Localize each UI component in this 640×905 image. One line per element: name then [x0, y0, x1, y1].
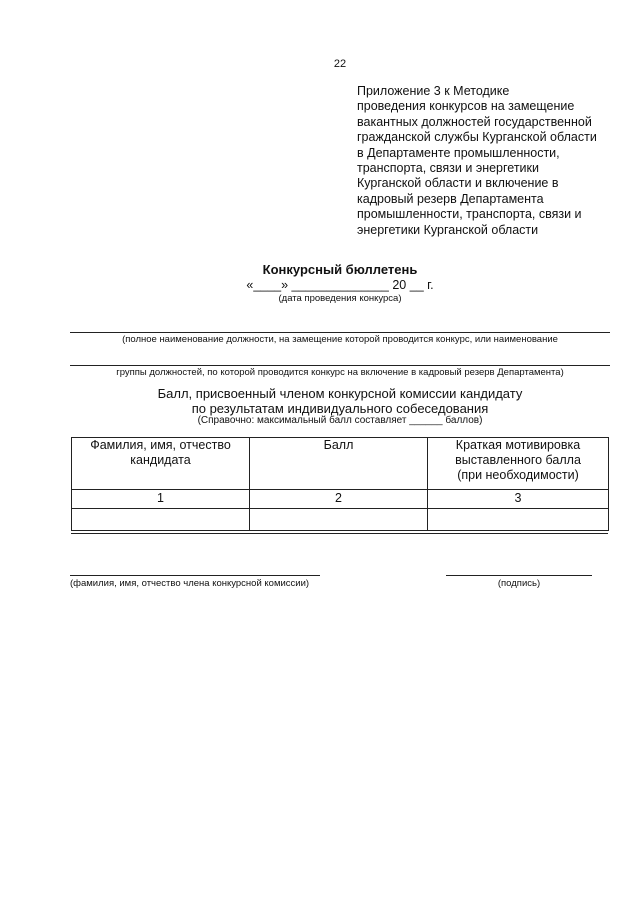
score-heading-line: Балл, присвоенный членом конкурсной комиссии кандидату — [157, 386, 523, 401]
header-score: Балл — [250, 438, 428, 490]
candidate-name-cell[interactable] — [72, 509, 250, 531]
motivation-cell[interactable] — [428, 509, 609, 531]
ballot-title: Конкурсный бюллетень — [262, 262, 418, 277]
table-bottom-rule — [71, 533, 608, 534]
appendix-line: проведения конкурсов на замещение — [357, 99, 575, 114]
score-cell[interactable] — [250, 509, 428, 531]
member-name-line — [70, 575, 320, 576]
position-caption-1: (полное наименование должности, на замещение которой проводится конкурс, или наименование — [122, 334, 558, 345]
column-number: 1 — [72, 490, 250, 509]
header-candidate-name: Фамилия, имя, отчество кандидата — [72, 438, 250, 490]
position-caption-2: группы должностей, по которой проводится конкурс на включение в кадровый резерв Департамента) — [116, 367, 564, 378]
appendix-line: гражданской службы Курганской области — [357, 130, 597, 145]
appendix-line: Приложение 3 к Методике — [357, 84, 510, 98]
max-score-note: (Справочно: максимальный балл составляет ______ баллов) — [197, 415, 483, 426]
column-number: 3 — [428, 490, 609, 509]
signature-line — [446, 575, 592, 576]
signature-caption: (подпись) — [497, 578, 541, 589]
score-heading-line: по результатам индивидуального собеседования — [191, 401, 489, 416]
table-row — [72, 509, 609, 531]
appendix-line: вакантных должностей государственной — [357, 114, 592, 129]
column-number-row — [72, 490, 609, 509]
appendix-line: энергетики Курганской области — [357, 222, 539, 237]
column-number: 2 — [250, 490, 428, 509]
appendix-line: транспорта, связи и энергетики — [357, 161, 539, 176]
position-line-2 — [70, 365, 610, 366]
header-motivation: Краткая мотивировка выставленного балла (при необходимости) — [428, 438, 609, 490]
appendix-line: кадровый резерв Департамента — [357, 191, 544, 206]
score-table — [71, 437, 609, 531]
appendix-line: Курганской области и включение в — [357, 176, 559, 191]
position-line-1 — [70, 332, 610, 333]
appendix-line: в Департаменте промышленности, — [357, 145, 560, 160]
score-heading — [20, 386, 640, 416]
page-number: 22 — [333, 58, 347, 70]
date-caption: (дата проведения конкурса) — [278, 293, 402, 304]
date-field: «____» ______________ 20 __ г. — [246, 278, 434, 292]
member-name-caption: (фамилия, имя, отчество члена конкурсной комиссии) — [70, 578, 310, 589]
table-header-row — [72, 438, 609, 490]
appendix-block — [357, 84, 617, 238]
appendix-line: промышленности, транспорта, связи и — [357, 207, 582, 222]
